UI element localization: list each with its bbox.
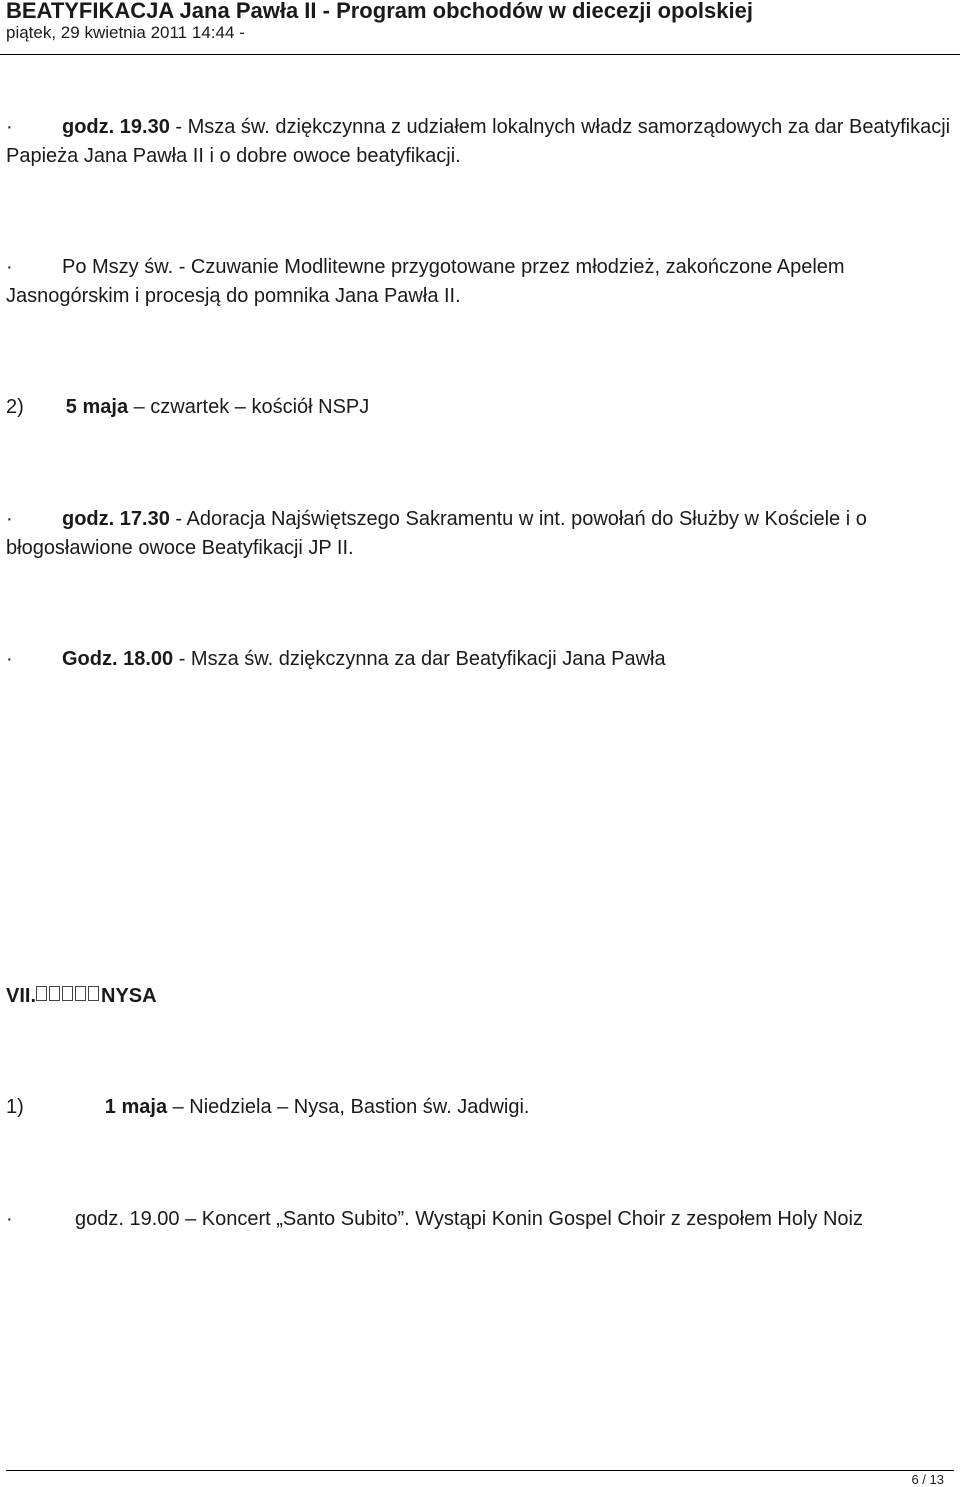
paragraph-text: - Adoracja Najświętszego Sakramentu w int. powołań do Służby w Kościele i o błogosławione owoce Beatyfikacji JP II. [6,508,867,559]
document-date: piątek, 29 kwietnia 2011 14:44 - [6,23,245,42]
time-label: Godz. 18.00 [62,648,174,670]
section-heading-1-may [6,1093,954,1122]
time-label: godz. 17.30 [62,508,170,530]
time-label: godz. 19.30 [62,116,170,138]
bullet: · [6,648,13,670]
date-label: 5 maja [65,396,129,418]
paragraph-text: - Msza św. dziękczynna z udziałem lokalnych władz samorządowych za dar Beatyfikacji Papieża Jana Pawła II i o dobre owoce beatyfikacji. [6,116,951,167]
paragraph-mass-1930 [6,113,954,171]
section-title: NYSA [101,985,157,1007]
paragraph-text: godz. 19.00 – Koncert „Santo Subito”. Wystąpi Konin Gospel Choir z zespołem Holy Noiz [75,1208,863,1230]
missing-glyph-placeholders [36,981,101,1010]
paragraph-text: Po Mszy św. - Czuwanie Modlitewne przygotowane przez młodzież, zakończone Apelem Jasnogórskim i procesją do pomnika Jana Pawła II. [6,256,845,307]
paragraph-mass-1800 [6,645,954,674]
paragraph-concert [6,1205,954,1234]
date-label: 1 maja [104,1096,168,1118]
list-number: 1) [6,1096,24,1118]
footer-divider [6,1470,954,1471]
paragraph-adoration [6,505,954,563]
list-number: 2) [6,396,24,418]
section-heading-nysa [6,981,954,1011]
document-title: BEATYFIKACJA Jana Pawła II - Program obchodów w diecezji opolskiej [6,0,753,23]
header-divider [0,54,960,55]
bullet: · [6,508,13,530]
bullet: · [6,116,13,138]
section-heading-5-may [6,393,954,422]
page-number: 6 / 13 [911,1472,944,1487]
section-number: VII. [6,985,37,1007]
paragraph-text: - Msza św. dziękczynna za dar Beatyfikacji Jana Pawła [173,648,666,670]
bullet: · [6,256,13,278]
bullet: · [6,1208,13,1230]
paragraph-text: – Niedziela – Nysa, Bastion św. Jadwigi. [167,1096,530,1118]
paragraph-vigil [6,253,954,311]
paragraph-text: – czwartek – kościół NSPJ [128,396,370,418]
